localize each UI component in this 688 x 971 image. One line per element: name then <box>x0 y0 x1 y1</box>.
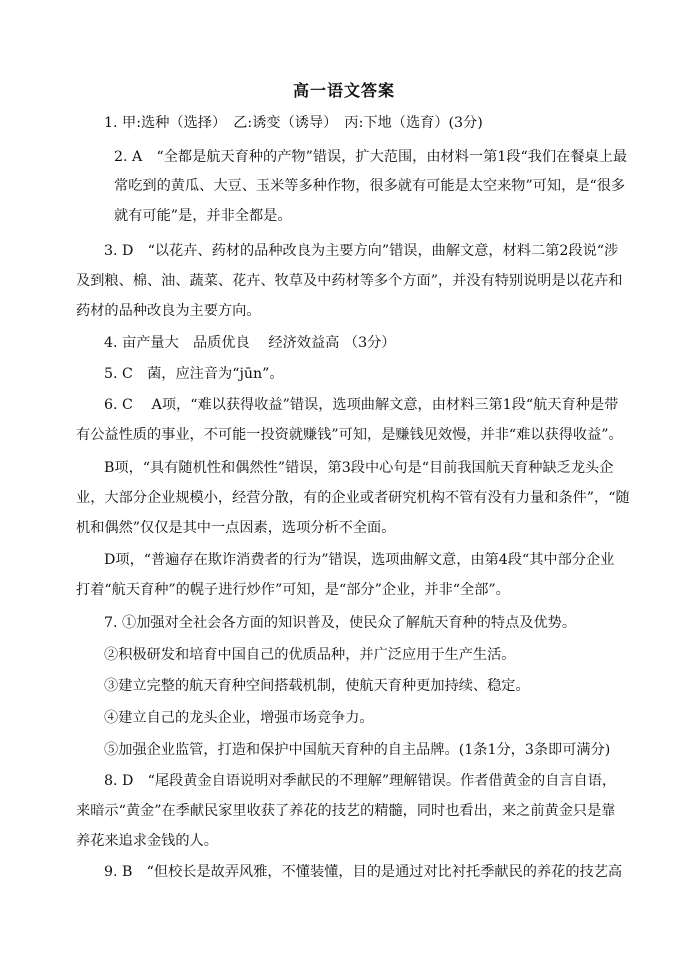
answer-9-line-1: 9. B “但校长是故弄风雅，不懂装懂，目的是通过对比衬托季献民的养花的技艺高 <box>104 864 623 880</box>
answer-6-d-line-2: 打着“航天育种”的幌子进行炒作”可知，是“部分”企业，并非“全部”。 <box>76 582 510 598</box>
answer-2-line-3: 就有可能”是，并非全都是。 <box>114 208 292 224</box>
answer-7-item-5: ⑤加强企业监管，打造和保护中国航天育种的自主品牌。(1条1分，3条即可满分) <box>104 742 611 758</box>
answer-6-line-1: 6. C A项，“难以获得收益”错误，选项曲解文意，由材料三第1段“航天育种是带 <box>104 397 619 413</box>
answer-4-line: 4. 亩产量大 品质优良 经济效益高 （3分） <box>104 335 396 351</box>
answer-3-line-1: 3. D “以花卉、药材的品种改良为主要方向”错误，曲解文意，材料二第2段说“涉 <box>104 243 619 259</box>
answer-1-line: 1. 甲:选种（选择） 乙:诱变（诱导） 丙:下地（选育）(3分) <box>104 115 483 131</box>
answer-7-item-2: ②积极研发和培育中国自己的优质品种，并广泛应用于生产生活。 <box>104 647 516 663</box>
answer-2-line-1: 2. A “全都是航天育种的产物”错误，扩大范围，由材料一第1段“我们在餐桌上最 <box>114 149 628 165</box>
answer-6-b-line-3: 机和偶然”仅仅是其中一点因素，选项分析不全面。 <box>76 520 396 536</box>
answer-6-b-line-2: 业，大部分企业规模小，经营分散，有的企业或者研究机构不管有没有力量和条件”，“随 <box>76 490 630 506</box>
answer-5-line: 5. C 菌，应注音为“jūn”。 <box>104 366 284 382</box>
answer-7-item-3: ③建立完整的航天育种空间搭载机制，使航天育种更加持续、稳定。 <box>104 678 530 694</box>
answer-7-item-4: ④建立自己的龙头企业，增强市场竞争力。 <box>104 710 374 726</box>
answer-3-line-3: 药材的品种改良为主要方向。 <box>76 303 261 319</box>
answer-3-line-2: 及到粮、棉、油、蔬菜、花卉、牧草及中药材等多个方面”，并没有特别说明是以花卉和 <box>76 273 623 289</box>
answer-6-line-2: 有公益性质的事业，不可能一投资就赚钱”可知，是赚钱见效慢，并非“难以获得收益”。 <box>76 427 623 443</box>
answer-2-line-2: 常吃到的黄瓜、大豆、玉米等多种作物，很多就有可能是太空来物”可知，是“很多 <box>114 178 626 194</box>
answer-8-line-1: 8. D “尾段黄金自语说明对季献民的不理解”理解错误。作者借黄金的自言自语， <box>104 773 617 789</box>
answer-6-d-line-1: D项，“普遍存在欺诈消费者的行为”错误，选项曲解文意，由第4段“其中部分企业 <box>104 552 615 568</box>
document-title: 高一语文答案 <box>292 81 395 100</box>
answer-8-line-3: 养花来追求金钱的人。 <box>76 833 218 849</box>
answer-8-line-2: 来暗示“黄金”在季献民家里收获了养花的技艺的精髓，同时也看出，来之前黄金只是靠 <box>76 803 616 819</box>
answer-7-item-1: 7. ①加强对全社会各方面的知识普及，使民众了解航天育种的特点及优势。 <box>104 615 577 631</box>
answer-6-b-line-1: B项，“具有随机性和偶然性”错误，第3段中心句是“目前我国航天育种缺乏龙头企 <box>104 460 614 476</box>
